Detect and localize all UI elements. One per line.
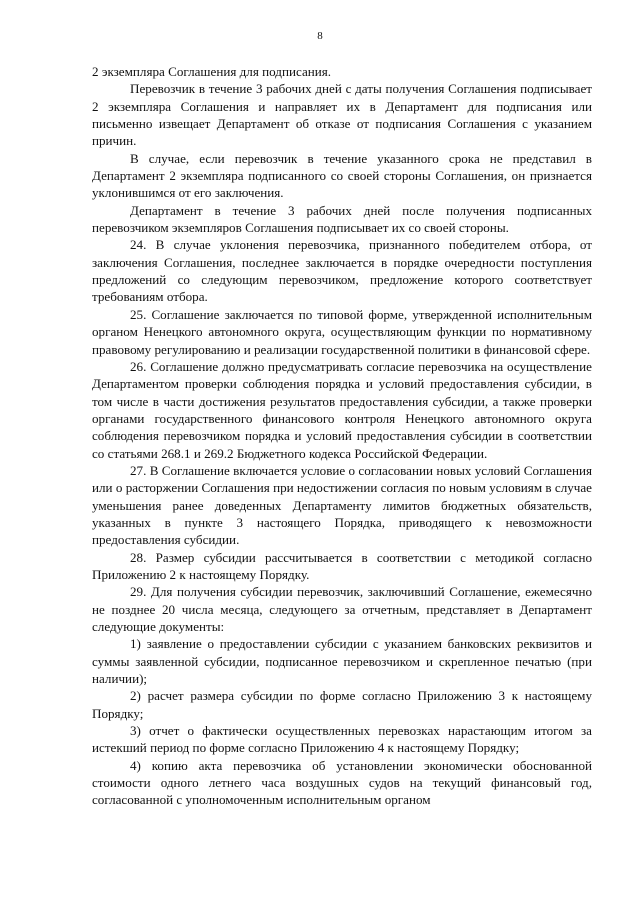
clause-24: 24. В случае уклонения перевозчика, признанного победителем отбора, от заключения Соглашения, последнее заключается в порядке очередности поступления предложений со следующим перевозчиком, предложение которого соответствует требованиям отбора.	[92, 237, 592, 305]
paragraph-evasion-definition: В случае, если перевозчик в течение указанного срока не представил в Департамент 2 экземпляра подписанного со своей стороны Соглашения, он признается уклонившимся от его заключения.	[92, 150, 592, 201]
clause-25: 25. Соглашение заключается по типовой форме, утвержденной исполнительным органом Ненецкого автономного округа, осуществляющим функции по нормативному правовому регулированию и реализации государственной политики в финансовой сфере.	[92, 306, 592, 357]
clause-29-item-3: 3) отчет о фактически осуществленных перевозках нарастающим итогом за истекший период по форме согласно Приложению 4 к настоящему Порядку;	[92, 723, 592, 756]
paragraph-continuation: 2 экземпляра Соглашения для подписания.	[92, 64, 332, 79]
clause-29-item-4: 4) копию акта перевозчика об установлении экономически обоснованной стоимости одного летнего часа воздушных судов на текущий финансовый год, согласованной с уполномоченным исполнительным органом	[92, 757, 592, 808]
page-number: 8	[317, 30, 323, 42]
paragraph-carrier-signing: Перевозчик в течение 3 рабочих дней с даты получения Соглашения подписывает 2 экземпляра Соглашения и направляет их в Департамент для подписания или письменно извещает Департамент об отказе от подписания Соглашения с указанием причин.	[92, 81, 592, 149]
clause-26: 26. Соглашение должно предусматривать согласие перевозчика на осуществление Департаментом проверки соблюдения порядка и условий предоставления субсидии, в том числе в части достижения результатов предоставления субсидии, а также проверки органами государственного финансового контроля Ненецкого автономного округа соблюдения перевозчиком порядка и условий предоставления субсидии в соответствии со статьями 268.1 и 269.2 Бюджетного кодекса Российской Федерации.	[92, 358, 592, 461]
clause-27: 27. В Соглашение включается условие о согласовании новых условий Соглашения или о расторжении Соглашения при недостижении согласия по новым условиям в случае уменьшения ранее доведенных Департаменту лимитов бюджетных обязательств, указанных в пункте 3 настоящего Порядка, приводящего к невозможности предоставления субсидии.	[92, 462, 592, 548]
document-body	[92, 63, 592, 809]
paragraph-department-signing: Департамент в течение 3 рабочих дней после получения подписанных перевозчиком экземпляров Соглашения подписывает их со своей стороны.	[92, 202, 592, 236]
clause-29: 29. Для получения субсидии перевозчик, заключивший Соглашение, ежемесячно не позднее 20 числа месяца, следующего за отчетным, представляет в Департамент следующие документы:	[92, 584, 592, 634]
clause-28: 28. Размер субсидии рассчитывается в соответствии с методикой согласно Приложению 2 к настоящему Порядку.	[92, 549, 592, 582]
clause-29-item-1: 1) заявление о предоставлении субсидии с указанием банковских реквизитов и суммы заявленной субсидии, подписанное перевозчиком и скрепленное печатью (при наличии);	[92, 636, 592, 687]
clause-29-item-2: 2) расчет размера субсидии по форме согласно Приложению 3 к настоящему Порядку;	[92, 688, 592, 721]
